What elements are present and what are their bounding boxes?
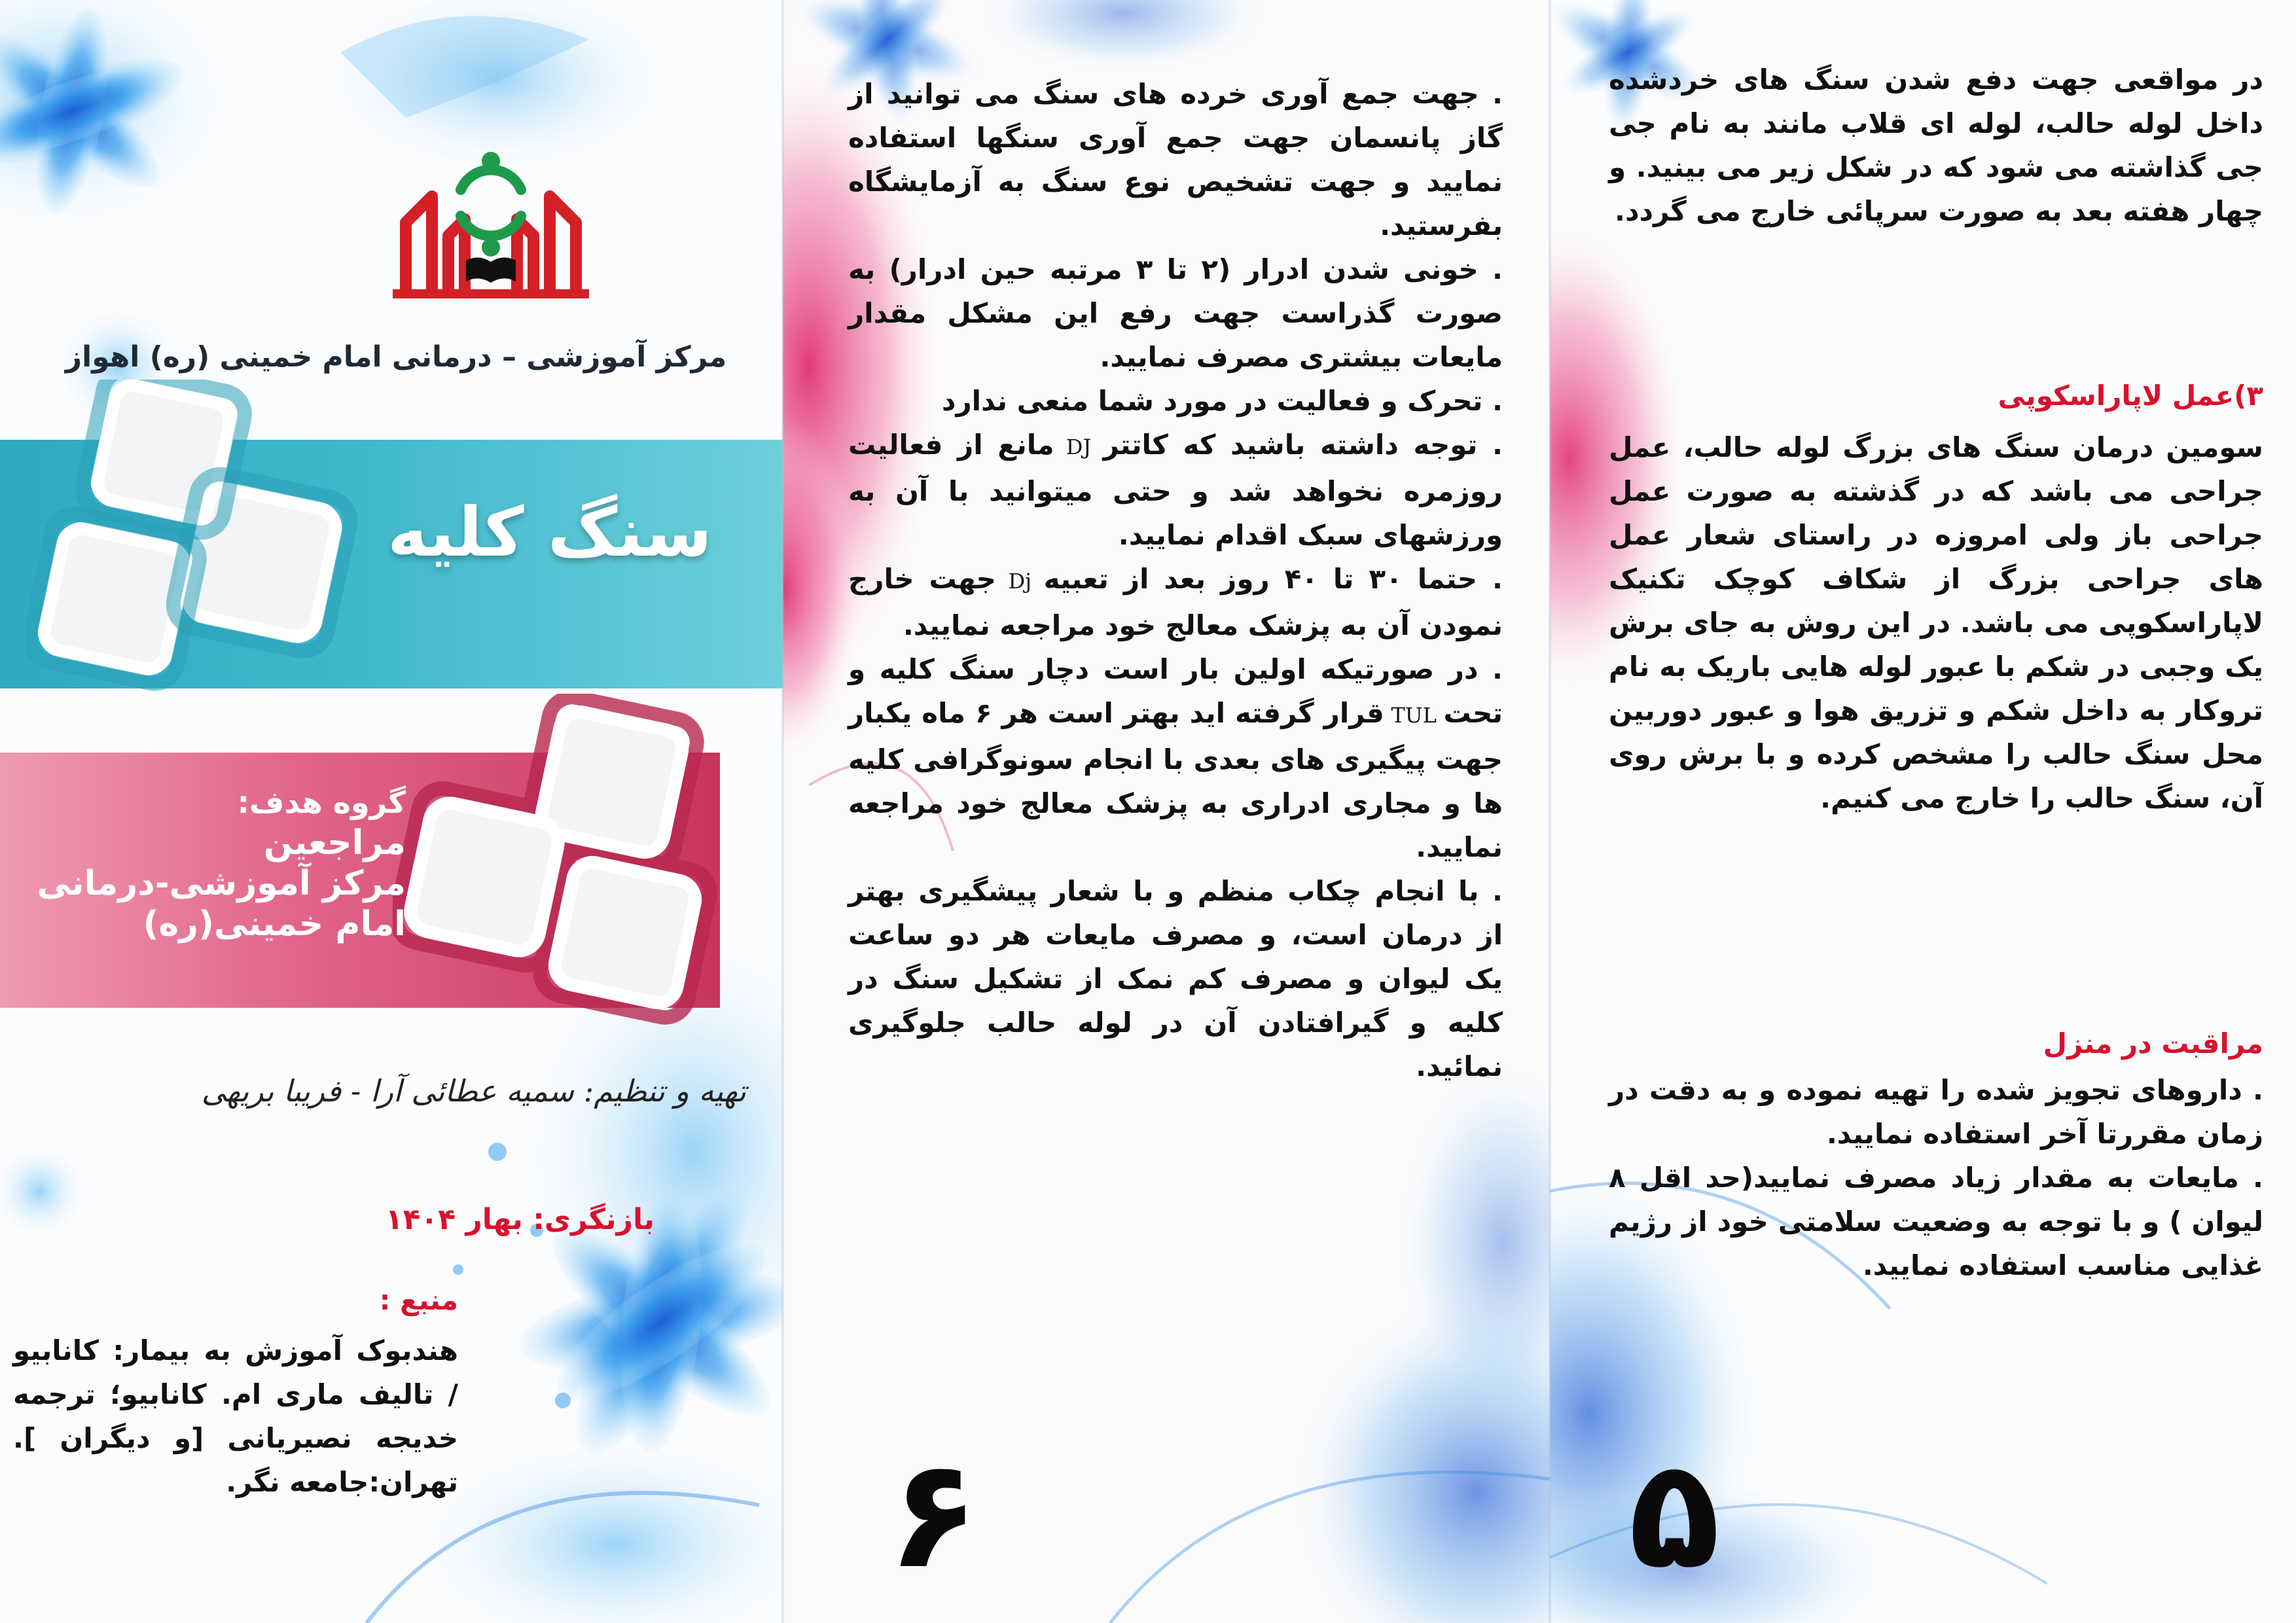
source-label: منبع : xyxy=(379,1284,458,1316)
page-5-panel xyxy=(1550,0,2296,1623)
home-care-heading: مراقبت در منزل xyxy=(2043,1027,2263,1060)
hospital-logo-icon xyxy=(393,144,589,301)
page-6-panel xyxy=(783,0,1550,1623)
prepared-by: تهیه و تنظیم: سمیه عطائی آرا - فریبا بریهی xyxy=(201,1073,746,1109)
target-group-line: مرکز آموزشی-درمانی xyxy=(37,864,406,903)
page6-paragraph: . توجه داشته باشید که کاتتر DJ مانع از فعالیت روزمره نخواهد شد و حتی میتوانید با آن به ورزشهای سبک اقدام نمایید. xyxy=(848,429,1503,551)
home-care-item: . مایعات به مقدار زیاد مصرف نمایید(حد اقل ۸ لیوان ) و با توجه به وضعیت سلامتی خود از رژیم غذایی مناسب استفاده نمایید. xyxy=(1609,1162,2263,1281)
page6-paragraph: . تحرک و فعالیت در مورد شما منعی ندارد xyxy=(941,385,1503,417)
revision-date: بازنگری: بهار ۱۴۰۴ xyxy=(385,1203,655,1236)
target-group-line: مراجعین xyxy=(263,823,406,863)
abbreviation: TUL xyxy=(1384,703,1444,728)
page6-paragraph: . خونی شدن ادرار (۲ تا ۳ مرتبه حین ادرار) به صورت گذراست جهت رفع این مشکل مقدار مایعات بیشتری مصرف نمایید. xyxy=(848,253,1503,373)
center-name: مرکز آموزشی – درمانی امام خمینی (ره) اهواز xyxy=(65,340,727,374)
brochure-title: سنگ کلیه xyxy=(387,492,712,572)
page6-paragraph: . حتما ۳۰ تا ۴۰ روز بعد از تعبیه Dj جهت خارج نمودن آن به پزشک معالج خود مراجعه نمایید. xyxy=(848,563,1503,641)
target-group-label: گروه هدف: xyxy=(237,785,406,820)
fold-line xyxy=(781,0,784,1623)
source-text: هندبوک آموزش به بیمار: کانابیو / تالیف ماری ام. کانابیو؛ ترجمه خدیجه نصیریانی [و دیگران ]. تهران:جامعه نگر. xyxy=(13,1334,458,1498)
page-number: ۶ xyxy=(888,1427,980,1602)
book-icon xyxy=(466,257,516,283)
abbreviation: DJ xyxy=(1054,435,1103,459)
page-number: ۵ xyxy=(1628,1427,1721,1602)
target-group xyxy=(13,782,406,944)
page5-intro: در مواقعی جهت دفع شدن سنگ های خردشده داخل لوله حالب، لوله ای قلاب مانند به نام جی جی گذاشته می شود که در شکل زیر می بینید. و چهار هفته بعد به صورت سرپائی خارج می گردد. xyxy=(1609,63,2263,227)
abbreviation: Dj xyxy=(996,569,1044,594)
laparoscopy-text: سومین درمان سنگ های بزرگ لوله حالب، عمل جراحی می باشد که در گذشته به صورت عمل جراحی باز ولی امروزه در راستای شعار عمل های جراحی بزرگ از شکاف کوچک تکنیک لاپاراسکوپی می باشد. در این روش به جای برش یک وجبی در شکم با عبور لوله هایی باریک به نام تروکار به داخل شکم و تزریق هوا و عبور دوربین محل سنگ حالب را مشخص کرده و با برش روی آن، سنگ حالب را خارج می کنیم. xyxy=(1609,431,2263,814)
cover-panel xyxy=(0,0,783,1623)
page6-paragraph: . در صورتیکه اولین بار است دچار سنگ کلیه و تحت TUL قرار گرفته اید بهتر است هر ۶ ماه یکبار جهت پیگیری های بعدی با انجام سونوگرافی کلیه ها و مجاری ادراری به پزشک معالج خود مراجعه نمایید. xyxy=(848,653,1503,863)
pink-squares-decoration xyxy=(393,694,733,1060)
home-care-item: . داروهای تجویز شده را تهیه نموده و به دقت در زمان مقررتا آخر استفاده نمایید. xyxy=(1609,1074,2263,1150)
fold-line xyxy=(1549,0,1551,1623)
laparoscopy-heading: ۳)عمل لاپاراسکوپی xyxy=(1998,380,2263,412)
page6-paragraph: . جهت جمع آوری خرده های سنگ می توانید از گاز پانسمان جهت جمع آوری سنگها استفاده نمایید و جهت تشخیص نوع سنگ به آزمایشگاه بفرستید. xyxy=(848,78,1503,241)
target-group-line: امام خمینی(ره) xyxy=(143,904,406,944)
page6-paragraph: . با انجام چکاب منظم و با شعار پیشگیری بهتر از درمان است، و مصرف مایعات هر دو ساعت یک لیوان و مصرف کم نمک از تشکیل سنگ در کلیه و گیرافتادن آن در لوله حالب جلوگیری نمائید. xyxy=(848,875,1503,1082)
